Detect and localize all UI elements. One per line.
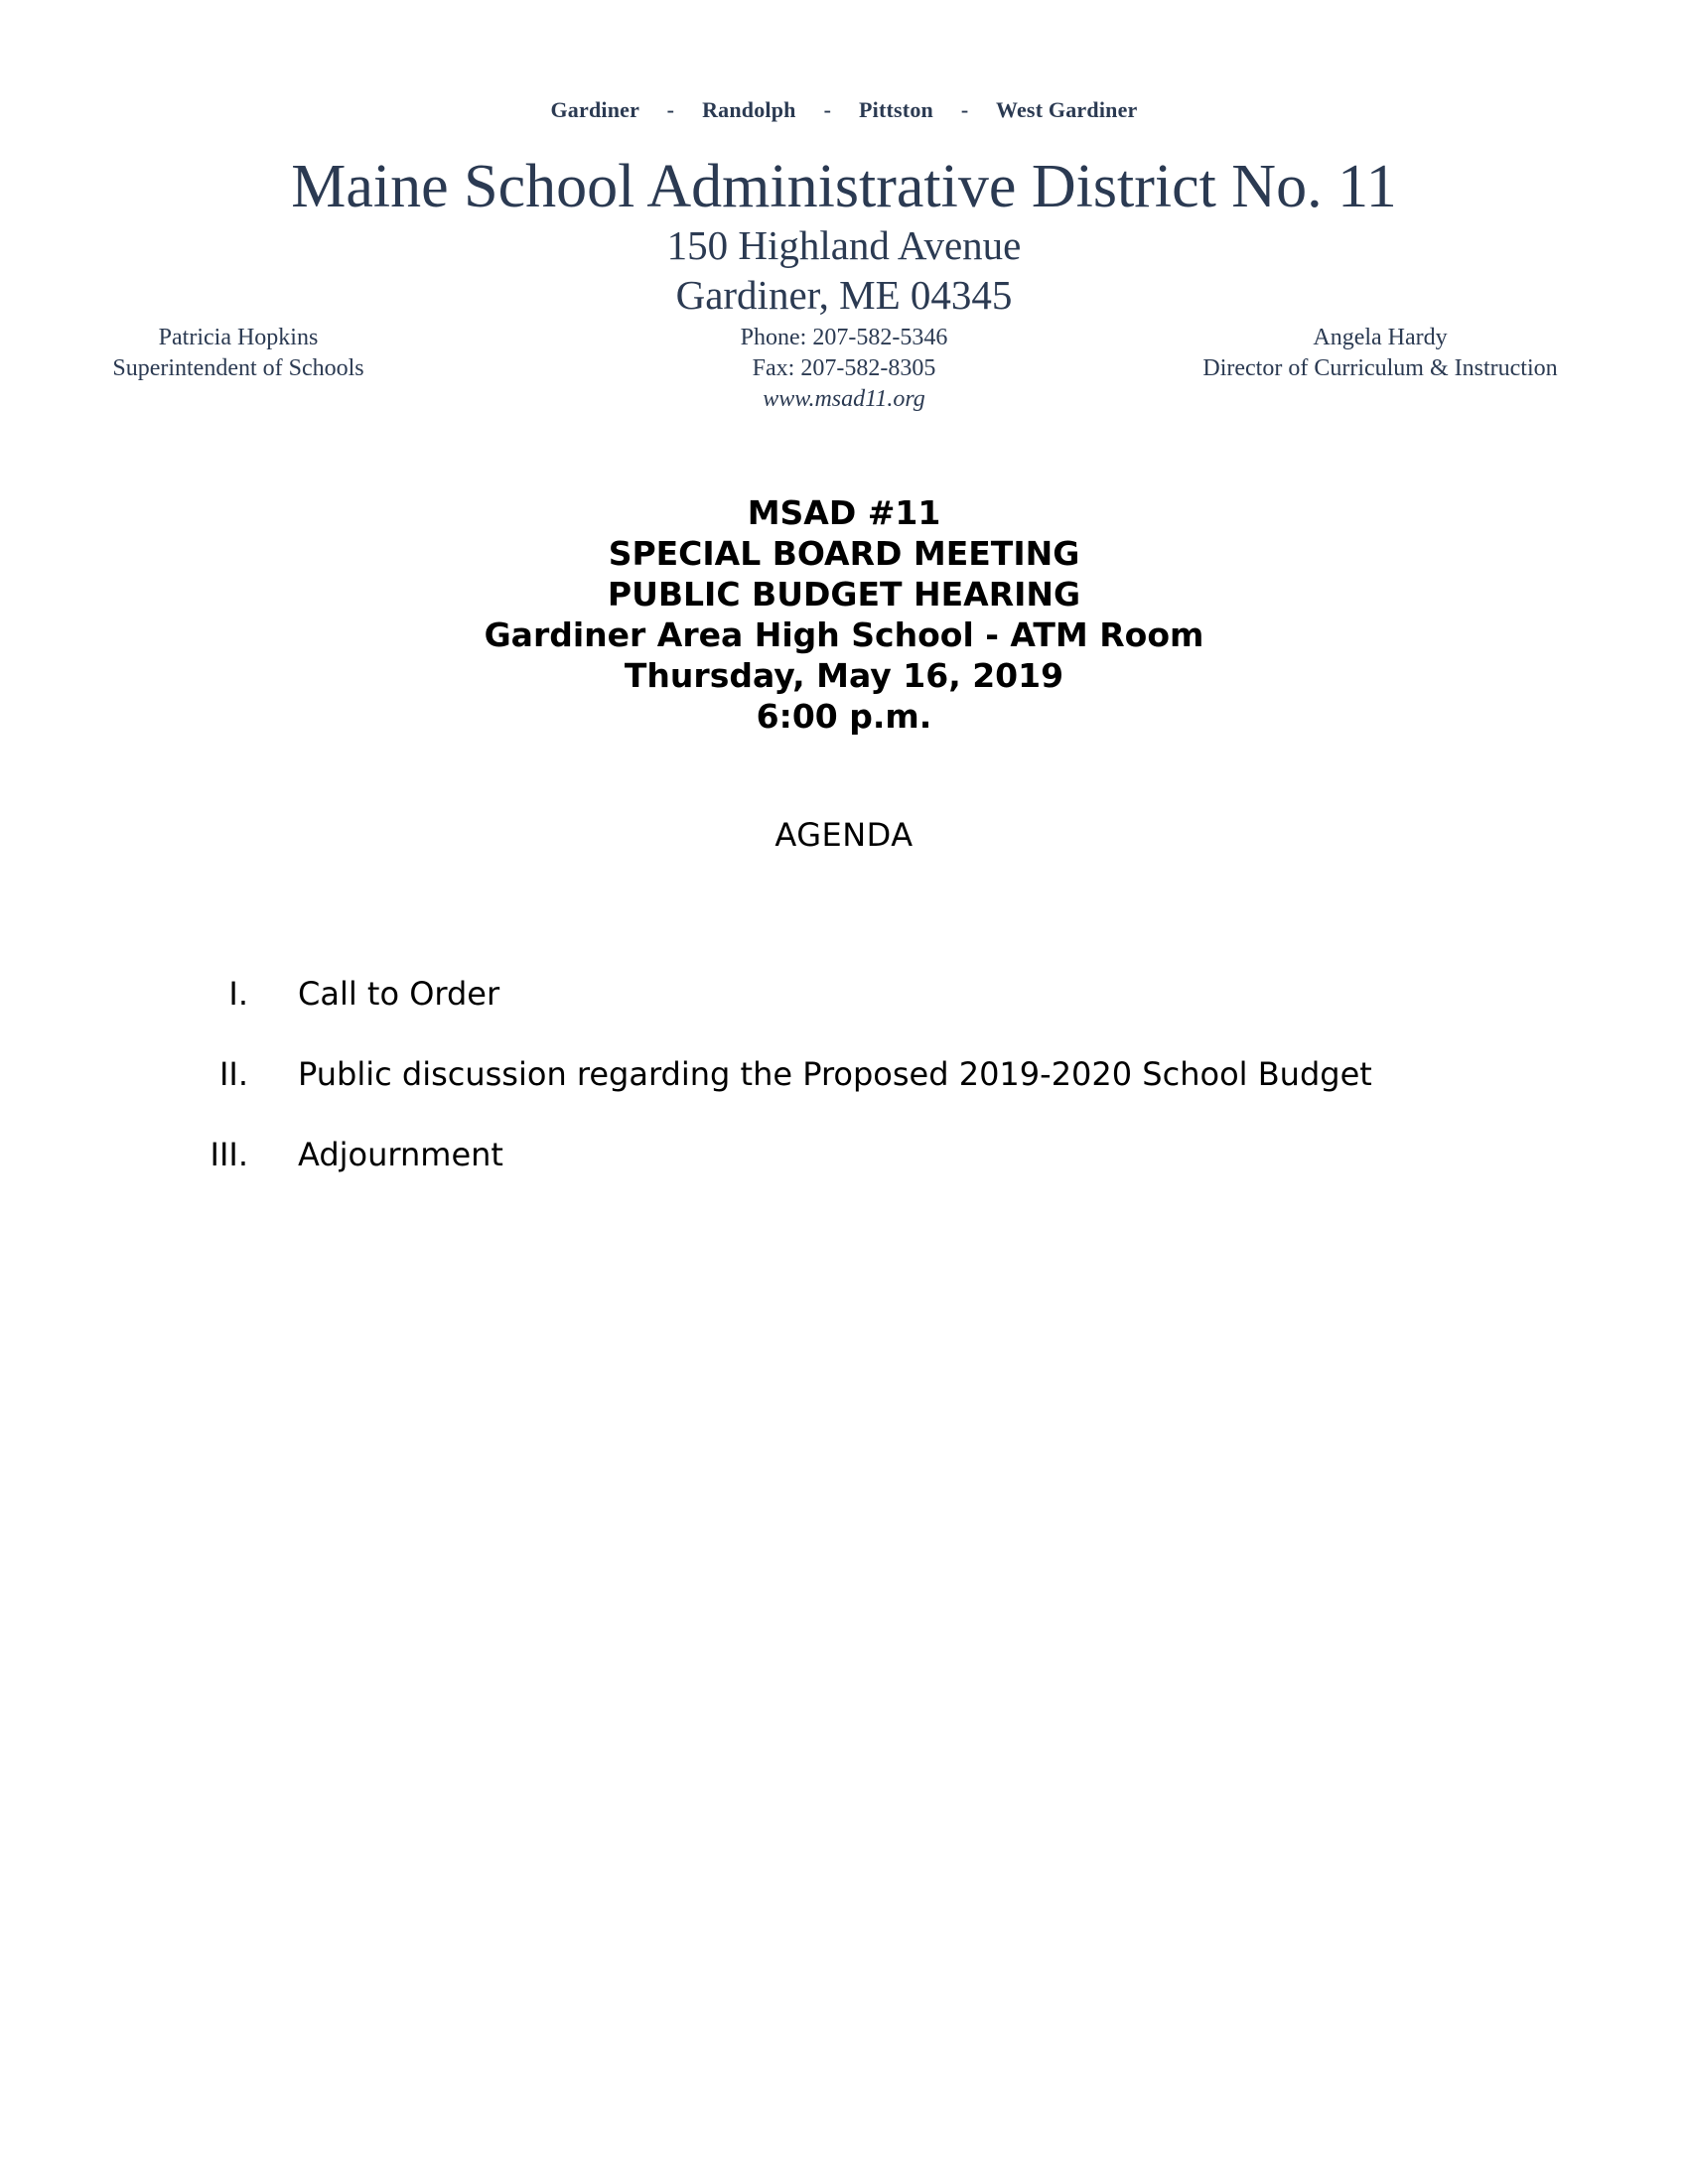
curriculum-director-name: Angela Hardy [1313, 325, 1448, 350]
agenda-item-number: I. [228, 975, 248, 1013]
list-item [0, 1055, 1688, 1136]
superintendent-contact [79, 323, 397, 384]
district-contact [645, 323, 1043, 415]
meeting-date: Thursday, May 16, 2019 [624, 656, 1064, 695]
agenda-list [0, 975, 1688, 1216]
meeting-organization: MSAD #11 [747, 493, 941, 532]
superintendent-title: Superintendent of Schools [112, 355, 364, 381]
meeting-purpose: PUBLIC BUDGET HEARING [607, 575, 1081, 614]
meeting-location: Gardiner Area High School - ATM Room [484, 615, 1204, 654]
town-separator: - [666, 97, 675, 122]
street-address: 150 Highland Avenue [666, 222, 1022, 268]
list-item [0, 975, 1688, 1055]
superintendent-name: Patricia Hopkins [158, 325, 319, 350]
city-state-zip: Gardiner, ME 04345 [675, 272, 1013, 318]
agenda-item-number: II. [218, 1055, 248, 1093]
agenda-item-text: Adjournment [298, 1136, 503, 1173]
agenda-item-number: III. [210, 1136, 248, 1173]
list-item [0, 1136, 1688, 1216]
fax-number: Fax: 207-582-8305 [752, 355, 936, 381]
town-separator: - [960, 97, 969, 122]
town-pittston: Pittston [859, 97, 933, 122]
agenda-item-text: Call to Order [298, 975, 500, 1013]
meeting-time: 6:00 p.m. [756, 697, 932, 736]
curriculum-director-contact [1142, 323, 1618, 384]
town-randolph: Randolph [702, 97, 796, 122]
phone-number: Phone: 207-582-5346 [740, 325, 948, 350]
town-west-gardiner: West Gardiner [995, 97, 1138, 122]
district-name: Maine School Administrative District No. 11 [291, 153, 1397, 220]
curriculum-director-title: Director of Curriculum & Instruction [1202, 355, 1558, 381]
town-separator: - [823, 97, 832, 122]
town-gardiner: Gardiner [550, 97, 639, 122]
meeting-heading [0, 492, 1688, 737]
member-towns [0, 97, 1688, 123]
agenda-title: AGENDA [774, 816, 914, 854]
agenda-item-text: Public discussion regarding the Proposed 2019-2020 School Budget [298, 1055, 1372, 1093]
website-link[interactable]: www.msad11.org [763, 386, 925, 412]
meeting-type: SPECIAL BOARD MEETING [608, 534, 1080, 573]
